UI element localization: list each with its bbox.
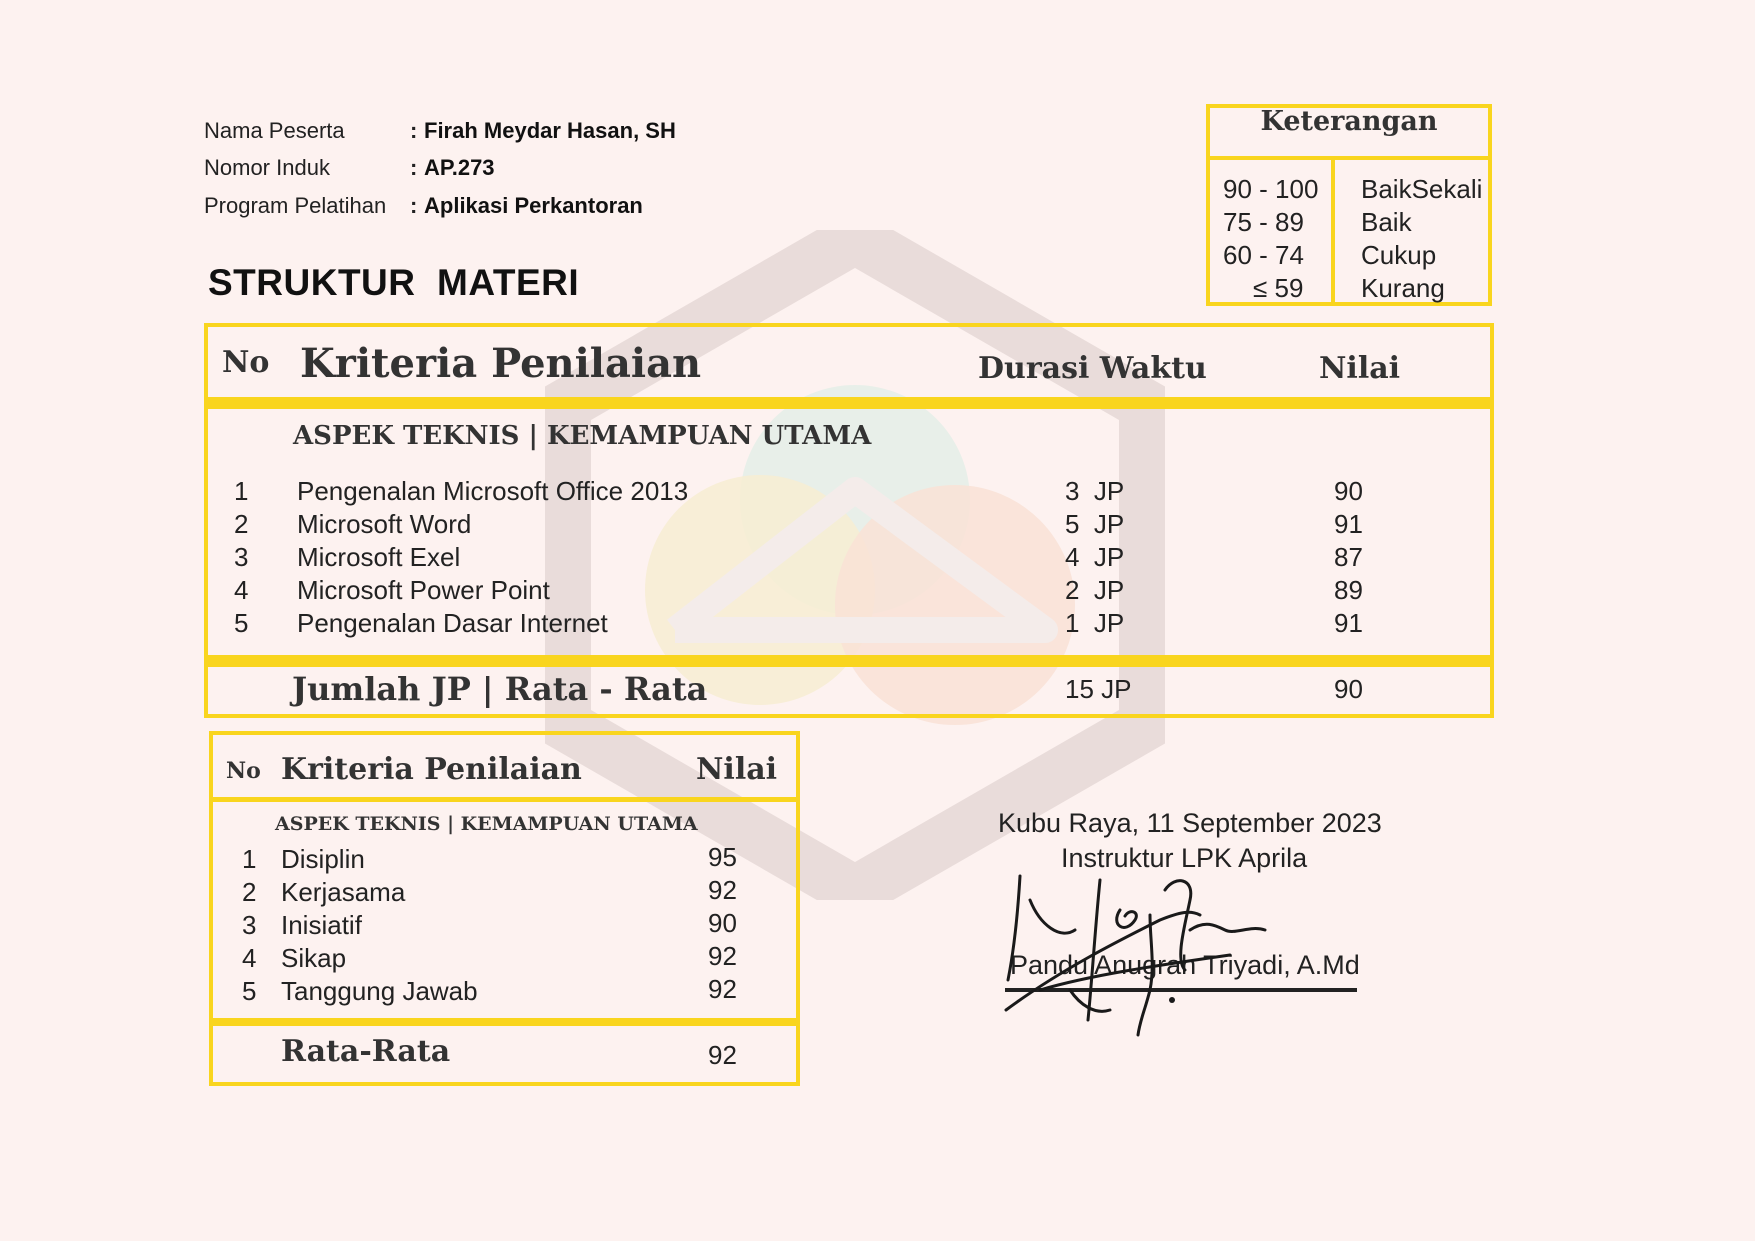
row-number: 3: [234, 542, 249, 572]
program-label: Program Pelatihan: [204, 193, 387, 218]
row-criteria: Pengenalan Dasar Internet: [297, 608, 608, 638]
legend-range: ≤ 59: [1253, 273, 1304, 303]
legend-label: Baik: [1361, 207, 1412, 237]
row-number: 3: [242, 910, 257, 940]
id-value: AP.273: [424, 155, 495, 180]
row-criteria: Sikap: [281, 943, 347, 973]
row-criteria: Disiplin: [281, 844, 365, 874]
signature-role: Instruktur LPK Aprila: [1061, 843, 1308, 873]
attitude-header-score: Nilai: [696, 752, 778, 787]
legend-label: Kurang: [1361, 273, 1445, 303]
technical-header-no: No: [222, 345, 270, 380]
row-number: 2: [242, 877, 257, 907]
row-score: 91: [1334, 509, 1363, 539]
row-duration: 3 JP: [1065, 476, 1125, 506]
row-duration: 1 JP: [1065, 608, 1125, 638]
technical-section-label: ASPEK TEKNIS | KEMAMPUAN UTAMA: [293, 421, 872, 451]
row-number: 2: [234, 509, 249, 539]
legend-column-divider: [1331, 160, 1335, 306]
technical-footer-score: 90: [1334, 674, 1363, 704]
row-number: 5: [242, 976, 257, 1006]
row-duration: 5 JP: [1065, 509, 1125, 539]
row-score: 87: [1334, 542, 1363, 572]
legend-label: Cukup: [1361, 240, 1437, 270]
row-criteria: Inisiatif: [281, 910, 362, 940]
row-score: 90: [708, 908, 737, 938]
legend-label: BaikSekali: [1361, 174, 1483, 204]
row-number: 1: [234, 476, 249, 506]
program-separator: :: [410, 193, 418, 218]
row-criteria: Microsoft Power Point: [297, 575, 550, 605]
technical-footer-label: Jumlah JP | Rata - Rata: [292, 670, 708, 708]
attitude-header-divider: [213, 797, 796, 802]
attitude-footer-score: 92: [708, 1040, 737, 1070]
technical-header-score: Nilai: [1319, 351, 1401, 386]
legend-range: 75 - 89: [1223, 207, 1304, 237]
row-score: 89: [1334, 575, 1363, 605]
technical-header-divider: [208, 397, 1490, 409]
section-title: STRUKTUR MATERI: [208, 262, 580, 303]
row-criteria: Microsoft Word: [297, 509, 472, 539]
legend-divider: [1206, 156, 1492, 160]
row-number: 1: [242, 844, 257, 874]
attitude-footer-label: Rata-Rata: [281, 1034, 451, 1069]
row-number: 4: [242, 943, 257, 973]
row-score: 91: [1334, 608, 1363, 638]
row-criteria: Pengenalan Microsoft Office 2013: [297, 476, 689, 506]
row-score: 92: [708, 974, 737, 1004]
signature-name: Pandu Anugrah Triyadi, A.Md: [1010, 950, 1360, 980]
signature-place-date: Kubu Raya, 11 September 2023: [998, 808, 1382, 838]
row-score: 90: [1334, 476, 1363, 506]
id-separator: :: [410, 155, 418, 180]
handwritten-signature: [1000, 870, 1300, 1050]
id-label: Nomor Induk: [204, 155, 330, 180]
row-score: 92: [708, 875, 737, 905]
attitude-header-no: No: [226, 758, 261, 784]
row-duration: 2 JP: [1065, 575, 1125, 605]
attitude-section-label: ASPEK TEKNIS | KEMAMPUAN UTAMA: [275, 813, 698, 835]
row-score: 92: [708, 941, 737, 971]
row-criteria: Kerjasama: [281, 877, 406, 907]
legend-title: Keterangan: [1260, 106, 1438, 137]
program-value: Aplikasi Perkantoran: [424, 193, 643, 218]
row-criteria: Tanggung Jawab: [281, 976, 478, 1006]
attitude-footer-divider: [213, 1018, 796, 1026]
row-number: 4: [234, 575, 249, 605]
legend-range: 60 - 74: [1223, 240, 1304, 270]
technical-header-criteria: Kriteria Penilaian: [300, 340, 702, 387]
row-criteria: Microsoft Exel: [297, 542, 461, 572]
row-duration: 4 JP: [1065, 542, 1125, 572]
name-value: Firah Meydar Hasan, SH: [424, 118, 676, 143]
row-number: 5: [234, 608, 249, 638]
row-score: 95: [708, 842, 737, 872]
legend-range: 90 - 100: [1223, 174, 1319, 204]
name-label: Nama Peserta: [204, 118, 345, 143]
name-separator: :: [410, 118, 418, 143]
technical-footer-duration: 15 JP: [1065, 674, 1132, 704]
technical-footer-divider: [208, 655, 1490, 667]
attitude-header-criteria: Kriteria Penilaian: [281, 752, 582, 787]
technical-header-duration: Durasi Waktu: [978, 351, 1207, 386]
